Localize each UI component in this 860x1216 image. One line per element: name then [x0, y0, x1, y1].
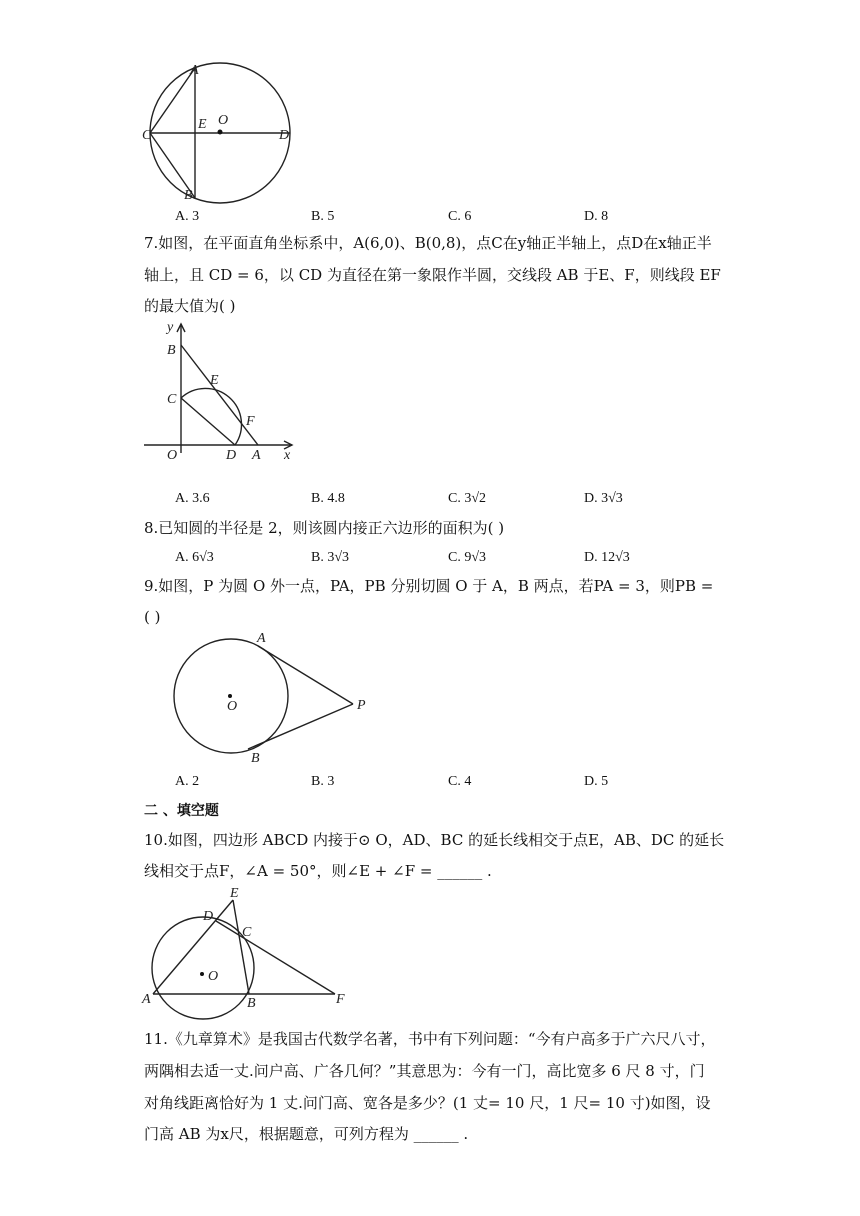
q10-text-line2: 线相交于点F，∠A = 50°，则∠E + ∠F = ______ .: [144, 862, 492, 880]
q6-option-a: A. 3: [175, 209, 200, 224]
q9-text-line2: ( ): [144, 608, 161, 626]
q8-option-a: A. 6√3: [175, 550, 214, 565]
q10-label-o: O: [208, 969, 219, 984]
q7-label-o: O: [167, 448, 178, 463]
q6-chord-ca: [150, 68, 195, 133]
q10-label-a: A: [142, 992, 151, 1007]
q10-label-c: C: [242, 925, 252, 940]
q9-option-c: C. 4: [448, 774, 472, 789]
q9-label-p: P: [357, 698, 366, 713]
q10-label-f: F: [336, 992, 345, 1007]
q7-label-d: D: [226, 448, 237, 463]
q7-option-a: A. 3.6: [175, 491, 210, 506]
q9-figure: [165, 628, 380, 768]
q6-option-b: B. 5: [311, 209, 335, 224]
q10-line-be: [233, 900, 249, 994]
q10-label-e: E: [230, 886, 239, 901]
q7-label-f: F: [246, 414, 255, 429]
q7-option-b: B. 4.8: [311, 491, 345, 506]
q9-label-a: A: [257, 631, 266, 646]
q9-label-o: O: [227, 699, 238, 714]
q6-label-e: E: [198, 117, 207, 132]
q10-figure: [140, 882, 360, 1010]
q7-label-e: E: [210, 373, 219, 388]
q10-label-d: D: [203, 909, 214, 924]
q7-segment-ab: [181, 345, 258, 445]
q6-option-c: C. 6: [448, 209, 472, 224]
q7-option-c: C. 3√2: [448, 491, 487, 506]
q9-option-b: B. 3: [311, 774, 335, 789]
q10-label-b: B: [247, 996, 256, 1011]
q6-label-b: B: [184, 188, 193, 203]
q7-label-y: y: [167, 320, 174, 335]
q9-option-a: A. 2: [175, 774, 200, 789]
q7-figure: [140, 318, 300, 463]
q10-line-ae: [153, 900, 233, 994]
q10-text-line1: 10.如图，四边形 ABCD 内接于⊙ O，AD、BC 的延长线相交于点E，AB、DC 的延长: [144, 831, 725, 849]
q9-tangent-pb: [248, 704, 353, 749]
q7-semicircle: [181, 388, 241, 445]
q7-label-b: B: [167, 343, 176, 358]
q9-tangent-pa: [258, 646, 353, 704]
q9-center-dot: [228, 694, 232, 698]
q11-text-line4: 门高 AB 为x尺，根据题意，可列方程为 ______ .: [144, 1125, 469, 1143]
q10-center-dot: [200, 972, 204, 976]
q7-text-line1: 7.如图，在平面直角坐标系中，A(6,0)、B(0,8)，点C在y轴正半轴上，点D在x轴正半: [144, 234, 712, 252]
q7-text-line2: 轴上，且 CD = 6，以 CD 为直径在第一象限作半圆，交线段 AB 于E、F，则线段 EF: [144, 266, 721, 284]
q6-center-dot: [218, 130, 223, 135]
q9-option-d: D. 5: [584, 774, 609, 789]
q7-label-x: x: [284, 448, 291, 463]
q7-label-a: A: [252, 448, 261, 463]
q6-figure: [140, 60, 300, 203]
q8-text-line1: 8.已知圆的半径是 2，则该圆内接正六边形的面积为( ): [144, 519, 505, 537]
q7-label-c: C: [167, 392, 177, 407]
q6-label-o: O: [218, 113, 229, 128]
q6-label-c: C: [142, 128, 152, 143]
q6-label-d: D: [279, 128, 290, 143]
q11-text-line2: 两隅相去适一丈.问户高、广各几何？”其意思为：今有一门，高比宽多 6 尺 8 寸，门: [144, 1062, 705, 1080]
q8-option-c: C. 9√3: [448, 550, 487, 565]
q11-text-line3: 对角线距离恰好为 1 丈.问门高、宽各是多少？(1 丈= 10 尺，1 尺= 10 寸)如图，设: [144, 1094, 711, 1112]
q10-line-df: [216, 921, 335, 994]
q8-option-d: D. 12√3: [584, 550, 630, 565]
q11-text-line1: 11.《九章算术》是我国古代数学名著，书中有下列问题：“今有户高多于广六尺八寸，: [144, 1030, 716, 1048]
q7-option-d: D. 3√3: [584, 491, 623, 506]
q6-option-d: D. 8: [584, 209, 609, 224]
q9-label-b: B: [251, 751, 260, 766]
q8-option-b: B. 3√3: [311, 550, 350, 565]
q7-text-line3: 的最大值为( ): [144, 297, 236, 315]
q9-text-line1: 9.如图，P 为圆 O 外一点，PA，PB 分别切圆 O 于 A，B 两点，若PA = 3，则PB =: [144, 577, 714, 595]
q6-label-a: A: [190, 63, 199, 78]
section-heading: 二 、填空题: [144, 803, 219, 819]
